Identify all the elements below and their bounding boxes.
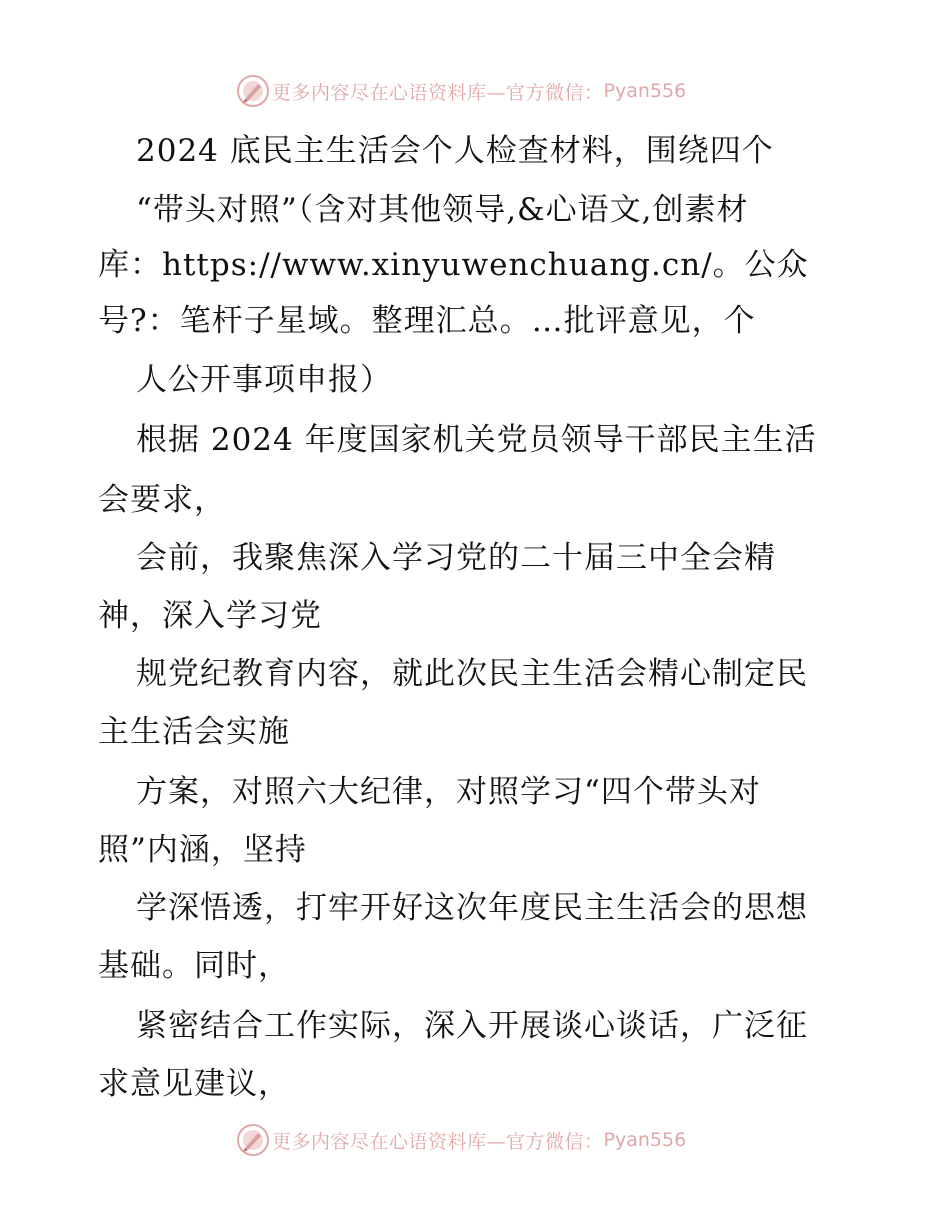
text-line: “带头对照”（含对其他领导,&心语文,创素材 (136, 192, 749, 228)
text-line: 会前，我聚焦深入学习党的二十届三中全会精 (136, 540, 776, 576)
pen-logo-icon (236, 74, 270, 108)
pen-logo-icon (236, 1123, 270, 1157)
text-line: 主生活会实施 (98, 714, 290, 750)
watermark-header (236, 73, 686, 109)
text-line: 2024 底民主生活会个人检查材料，围绕四个 (136, 133, 774, 169)
text-line: 根据 2024 年度国家机关党员领导干部民主生活 (136, 422, 817, 458)
text-line: 紧密结合工作实际，深入开展谈心谈话，广泛征 (136, 1008, 808, 1044)
text-line: 会要求， (98, 482, 226, 518)
text-line: 神，深入学习党 (98, 598, 322, 634)
text-line: 号?：笔杆子星域。整理汇总。…批评意见，个 (98, 303, 756, 339)
text-line: 照”内涵，坚持 (98, 832, 307, 868)
text-line: 库：https://www.xinyuwenchuang.cn/。公众 (98, 247, 809, 283)
watermark-wechat-id: Pyan556 (603, 1129, 687, 1151)
text-line: 基础。同时， (98, 948, 290, 984)
text-line: 方案，对照六大纪律，对照学习“四个带头对 (136, 774, 761, 810)
watermark-text: 更多内容尽在心语资料库—官方微信： (272, 81, 604, 104)
watermark-footer (236, 1122, 686, 1158)
text-line: 学深悟透，打牢开好这次年度民主生活会的思想 (136, 890, 808, 926)
watermark-text: 更多内容尽在心语资料库—官方微信： (272, 1130, 604, 1153)
watermark-wechat-id: Pyan556 (603, 80, 687, 102)
text-line: 求意见建议， (98, 1066, 290, 1102)
text-line: 人公开事项申报） (136, 362, 392, 398)
text-line: 规党纪教育内容，就此次民主生活会精心制定民 (136, 656, 808, 692)
